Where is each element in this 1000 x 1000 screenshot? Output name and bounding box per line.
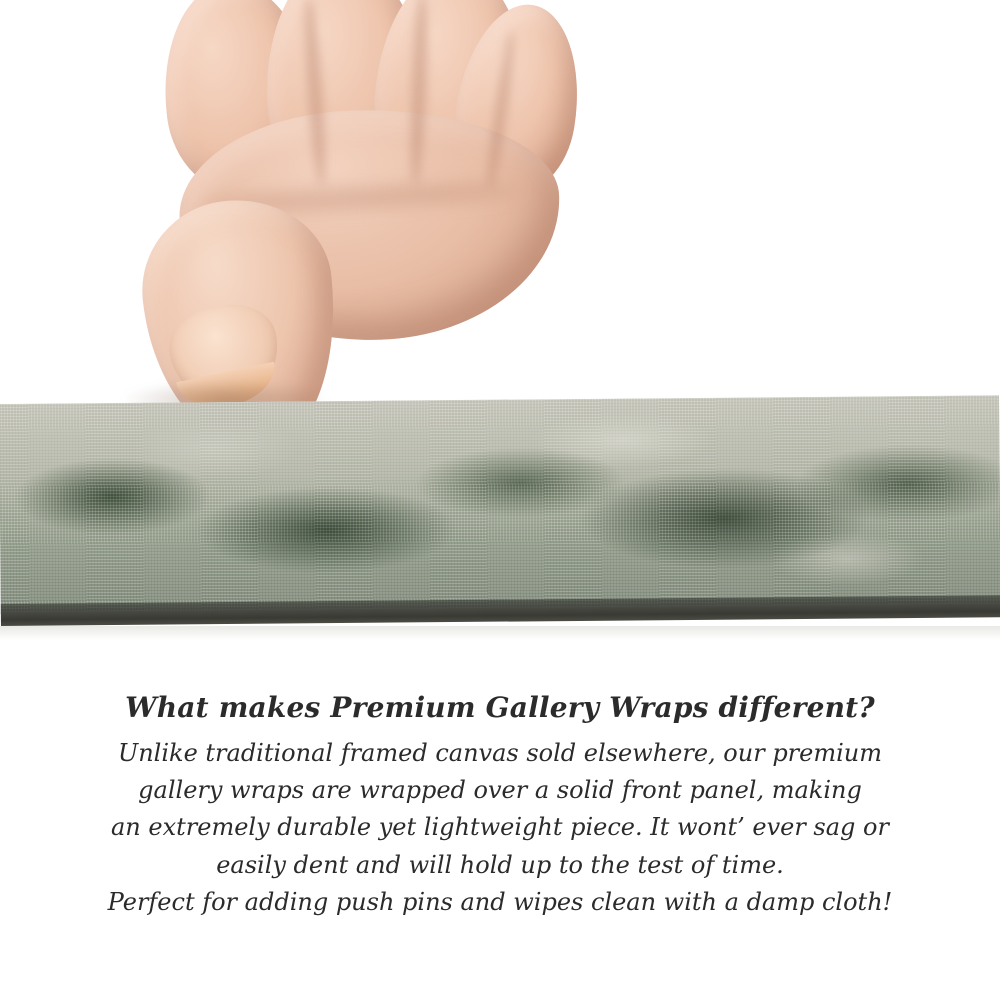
canvas-wrap-edge bbox=[0, 395, 1000, 626]
caption-line: gallery wraps are wrapped over a solid front panel, making bbox=[138, 776, 862, 805]
caption-line: an extremely durable yet lightweight piece. It wont’ ever sag or bbox=[111, 813, 889, 842]
caption-line: Perfect for adding push pins and wipes clean with a damp cloth! bbox=[107, 887, 893, 916]
caption-body bbox=[0, 735, 1000, 921]
caption-line: Unlike traditional framed canvas sold elsewhere, our premium bbox=[117, 739, 882, 767]
caption-block bbox=[0, 690, 1000, 921]
caption-heading: What makes Premium Gallery Wraps different? bbox=[125, 691, 875, 724]
canvas-drop-shadow bbox=[0, 626, 1000, 640]
canvas-weave-texture bbox=[0, 395, 1000, 612]
hand-pressing-canvas bbox=[140, 0, 570, 430]
caption-line: easily dent and will hold up to the test of time. bbox=[216, 850, 784, 879]
